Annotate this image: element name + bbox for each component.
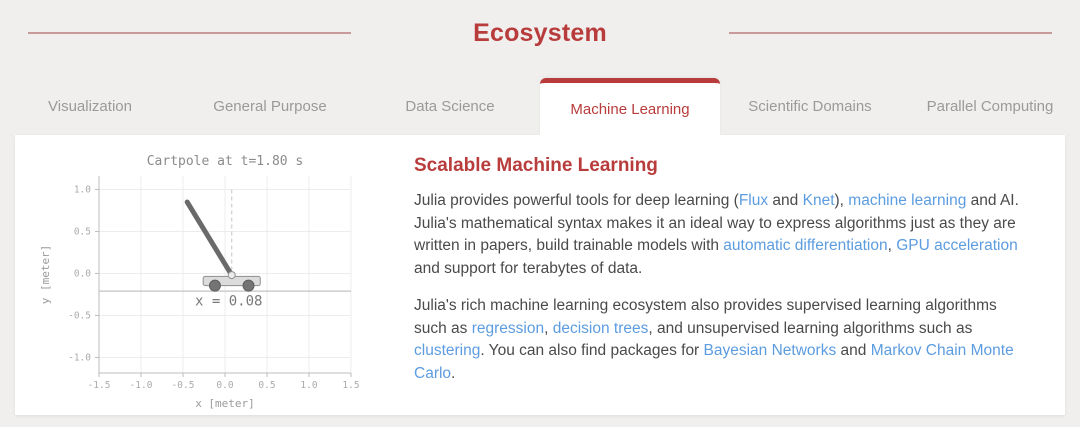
link-regression[interactable]: regression [471, 319, 545, 337]
paragraph-text: , [544, 319, 553, 337]
panel-paragraph [414, 295, 1027, 385]
svg-text:-0.5: -0.5 [68, 310, 91, 322]
paragraph-text: , [887, 237, 897, 254]
link-markov-chain-monte-carlo[interactable]: Markov Chain Monte Carlo [414, 342, 1014, 382]
tab-visualization[interactable] [0, 78, 180, 135]
svg-text:-1.0: -1.0 [68, 352, 91, 364]
tab-label: Data Science [405, 98, 495, 115]
section-header [0, 0, 1080, 50]
svg-text:-1.5: -1.5 [87, 380, 111, 391]
cartpole-plot [37, 151, 369, 410]
link-decision-trees[interactable]: decision trees [552, 319, 649, 337]
header-rule-right [729, 32, 1052, 34]
paragraph-text: and support for terabytes of data. [414, 259, 643, 277]
svg-text:1.5: 1.5 [342, 380, 360, 391]
paragraph-text: . [451, 364, 456, 382]
tab-machine-learning[interactable] [540, 78, 720, 135]
panel-heading: Scalable Machine Learning [414, 155, 658, 176]
panel-paragraphs [414, 190, 1027, 385]
paragraph-text: and AI. Julia's mathematical syntax makes it an ideal way to express algorithms just as they are written in papers, build trainable models with [414, 192, 1019, 254]
tab-label: General Purpose [213, 98, 327, 115]
tab-label: Machine Learning [570, 100, 690, 118]
svg-text:-1.0: -1.0 [129, 380, 153, 391]
svg-text:0.0: 0.0 [216, 380, 234, 391]
svg-text:0.5: 0.5 [73, 226, 91, 238]
paragraph-text: Julia's rich machine learning ecosystem also provides supervised learning algorithms such as [414, 297, 997, 337]
link-knet[interactable]: Knet [802, 192, 835, 209]
link-machine-learning[interactable]: machine learning [848, 192, 967, 209]
paragraph-text: and [836, 342, 871, 359]
paragraph-text: and [768, 192, 803, 209]
paragraph-text: Julia provides powerful tools for deep learning ( [414, 192, 739, 209]
link-gpu-acceleration[interactable]: GPU acceleration [896, 237, 1018, 254]
svg-text:0.0: 0.0 [73, 268, 91, 280]
svg-text:1.0: 1.0 [73, 184, 91, 196]
panel-paragraph [414, 190, 1027, 280]
content-card [15, 135, 1065, 415]
paragraph-text: , and unsupervised learning algorithms such as [648, 319, 973, 337]
page-title: Ecosystem [473, 18, 607, 47]
svg-text:Cartpole at t=1.80 s: Cartpole at t=1.80 s [146, 154, 304, 169]
header-rule-left [28, 32, 351, 34]
svg-text:x = 0.08: x = 0.08 [195, 293, 263, 310]
svg-text:-0.5: -0.5 [171, 380, 195, 391]
tab-data-science[interactable] [360, 78, 540, 135]
tab-scientific-domains[interactable] [720, 78, 900, 135]
link-automatic-differentiation[interactable]: automatic differentiation [723, 237, 888, 254]
tab-parallel-computing[interactable] [900, 78, 1080, 135]
svg-text:0.5: 0.5 [258, 380, 276, 391]
tab-label: Parallel Computing [926, 98, 1054, 115]
svg-text:1.0: 1.0 [300, 380, 318, 391]
tab-label: Visualization [48, 98, 132, 115]
tab-bar [0, 78, 1080, 135]
paragraph-text: . You can also find packages for [480, 342, 704, 359]
tab-panel-machine-learning [414, 151, 1031, 399]
tab-general-purpose[interactable] [180, 78, 360, 135]
svg-text:x [meter]: x [meter] [195, 397, 255, 410]
cartpole-figure [37, 151, 369, 413]
paragraph-text: ), [834, 192, 849, 209]
link-clustering[interactable]: clustering [414, 342, 481, 359]
link-bayesian-networks[interactable]: Bayesian Networks [703, 342, 837, 359]
link-flux[interactable]: Flux [738, 192, 769, 209]
svg-text:y [meter]: y [meter] [39, 244, 52, 305]
tab-label: Scientific Domains [748, 98, 872, 115]
